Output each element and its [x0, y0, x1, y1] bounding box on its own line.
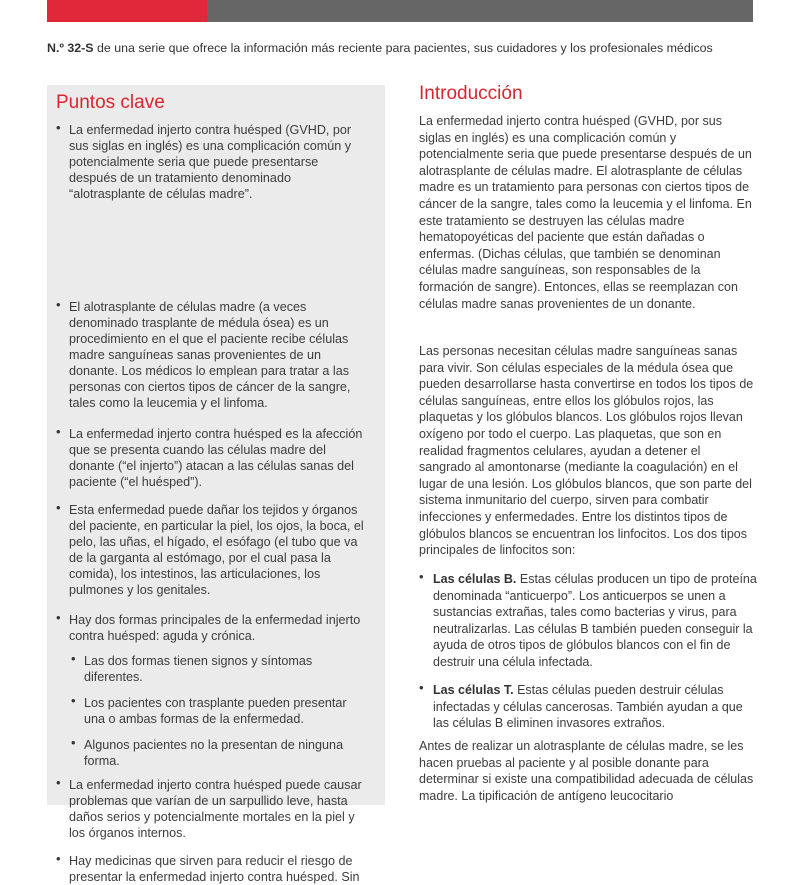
bullet-icon: • [56, 500, 61, 515]
series-text: de una serie que ofrece la información más reciente para pacientes, sus cuidadores y los profesionales médicos [97, 41, 713, 55]
key-points-panel [47, 85, 385, 884]
sub-bullet-icon: • [71, 651, 76, 666]
b-cells-text: Estas células producen un tipo de proteína denominada “anticuerpo”. Los anticuerpos se unen a sustancias extrañas, tales como bacterias y virus, para neutralizarlas. Las células B también pueden conseguir la ayuda de otros tipos de glóbulos blancos con el fin de destruir una célula infectada. [433, 572, 757, 669]
key-point-5-sub-1: Las dos formas tienen signos y síntomas diferentes. [84, 654, 313, 684]
sub-bullet-icon: • [71, 693, 76, 708]
series-number: N.º 32-S [47, 41, 94, 55]
key-point-5-sub-2: Los pacientes con trasplante pueden presentar una o ambas formas de la enfermedad. [84, 696, 347, 726]
series-description [47, 41, 767, 55]
intro-paragraph-2: Las personas necesitan células madre sanguíneas sanas para vivir. Son células especiales de la médula ósea que pueden desarrollarse hasta convertirse en todos los tipos de células sanguíneas, entre ellos los glóbulos rojos, las plaquetas y los glóbulos blancos. Los glóbulos rojos llevan oxígeno por todo el cuerpo. Las plaquetas, que son en realidad fragmentos celulares, ayudan a detener el sangrado al amontonarse (mediante la coagulación) en el lugar de una lesión. Los glóbulos blancos, que son parte del sistema inmunitario del cuerpo, sirven para combatir infecciones y enfermedades. Entre los distintos tipos de glóbulos blancos se encuentran los linfocitos. Los dos tipos principales de linfocitos son: [419, 344, 754, 558]
key-point-3: La enfermedad injerto contra huésped es la afección que se presenta cuando las células madre del donante (“el injerto”) atacan a las células sanas del paciente (“el huésped”). [69, 427, 363, 489]
key-point-7: Hay medicinas que sirven para reducir el riesgo de presentar la enfermedad injerto contra huésped. Sin [69, 854, 360, 884]
key-point-6: La enfermedad injerto contra huésped puede causar problemas que varían de un sarpullido leve, hasta daños serios y potencialmente mortales en la piel y los órganos internos. [69, 778, 362, 840]
key-point-5-sub-3: Algunos pacientes no la presentan de ninguna forma. [84, 738, 344, 768]
bullet-icon: • [56, 610, 61, 625]
bullet-icon: • [56, 775, 61, 790]
key-point-2: El alotrasplante de células madre (a veces denominado trasplante de médula ósea) es un procedimiento en el que el paciente recibe células madre sanguíneas sanas provenientes de un donante. Los médicos lo emplean para tratar a las personas con ciertos tipos de cáncer de la sangre, tales como la leucemia y el linfoma. [69, 300, 351, 410]
t-cells-item [433, 682, 761, 732]
key-points-title: Puntos clave [56, 92, 165, 113]
bullet-icon: • [419, 569, 424, 584]
intro-paragraph-1: La enfermedad injerto contra huésped (GVHD, por sus siglas en inglés) es una complicación común y potencialmente seria que puede presentarse después de un alotrasplante de células madre. El alotrasplante de células madre es un tratamiento para personas con ciertos tipos de cáncer de la sangre, tales como la leucemia y el linfoma. En este tratamiento se destruyen las células madre hematopoyéticas del paciente que están dañadas o enfermas. (Dichas células, que también se denominan células madre sanguíneas, son responsables de la formación de sangre). Entonces, ellas se reemplazan con células madre sanas provenientes de un donante. [419, 114, 752, 311]
bullet-icon: • [56, 120, 61, 135]
b-cells-item [433, 571, 761, 671]
key-point-4: Esta enfermedad puede dañar los tejidos y órganos del paciente, en particular la piel, los ojos, la boca, el pelo, las uñas, el hígado, el esófago (el tubo que va de la garganta al estómago, por el cual pasa la comida), los intestinos, las articulaciones, los pulmones y los genitales. [69, 503, 364, 597]
sub-bullet-icon: • [71, 735, 76, 750]
bullet-icon: • [56, 851, 61, 866]
t-cells-label: Las células T. [433, 683, 514, 697]
intro-paragraph-3: Antes de realizar un alotrasplante de células madre, se les hacen pruebas al paciente y al posible donante para determinar si existe una compatibilidad adecuada de células madre. La tipificación de antígeno leucocitario [419, 739, 754, 803]
b-cells-label: Las células B. [433, 572, 517, 586]
header-red-bar [47, 0, 207, 22]
bullet-icon: • [419, 680, 424, 695]
bullet-icon: • [56, 424, 61, 439]
bullet-icon: • [56, 297, 61, 312]
key-point-5: Hay dos formas principales de la enfermedad injerto contra huésped: aguda y crónica. [69, 613, 361, 643]
t-cells-text: Estas células pueden destruir células infectadas y células cancerosas. También ayudan a que las células B eliminen invasores extraños. [433, 683, 743, 731]
introduction-title: Introducción [419, 83, 523, 104]
header-gray-bar [207, 0, 753, 22]
key-point-1: La enfermedad injerto contra huésped (GVHD, por sus siglas en inglés) es una complicación común y potencialmente seria que puede presentarse después de un tratamiento denominado “alotrasplante de células madre”. [69, 123, 352, 201]
